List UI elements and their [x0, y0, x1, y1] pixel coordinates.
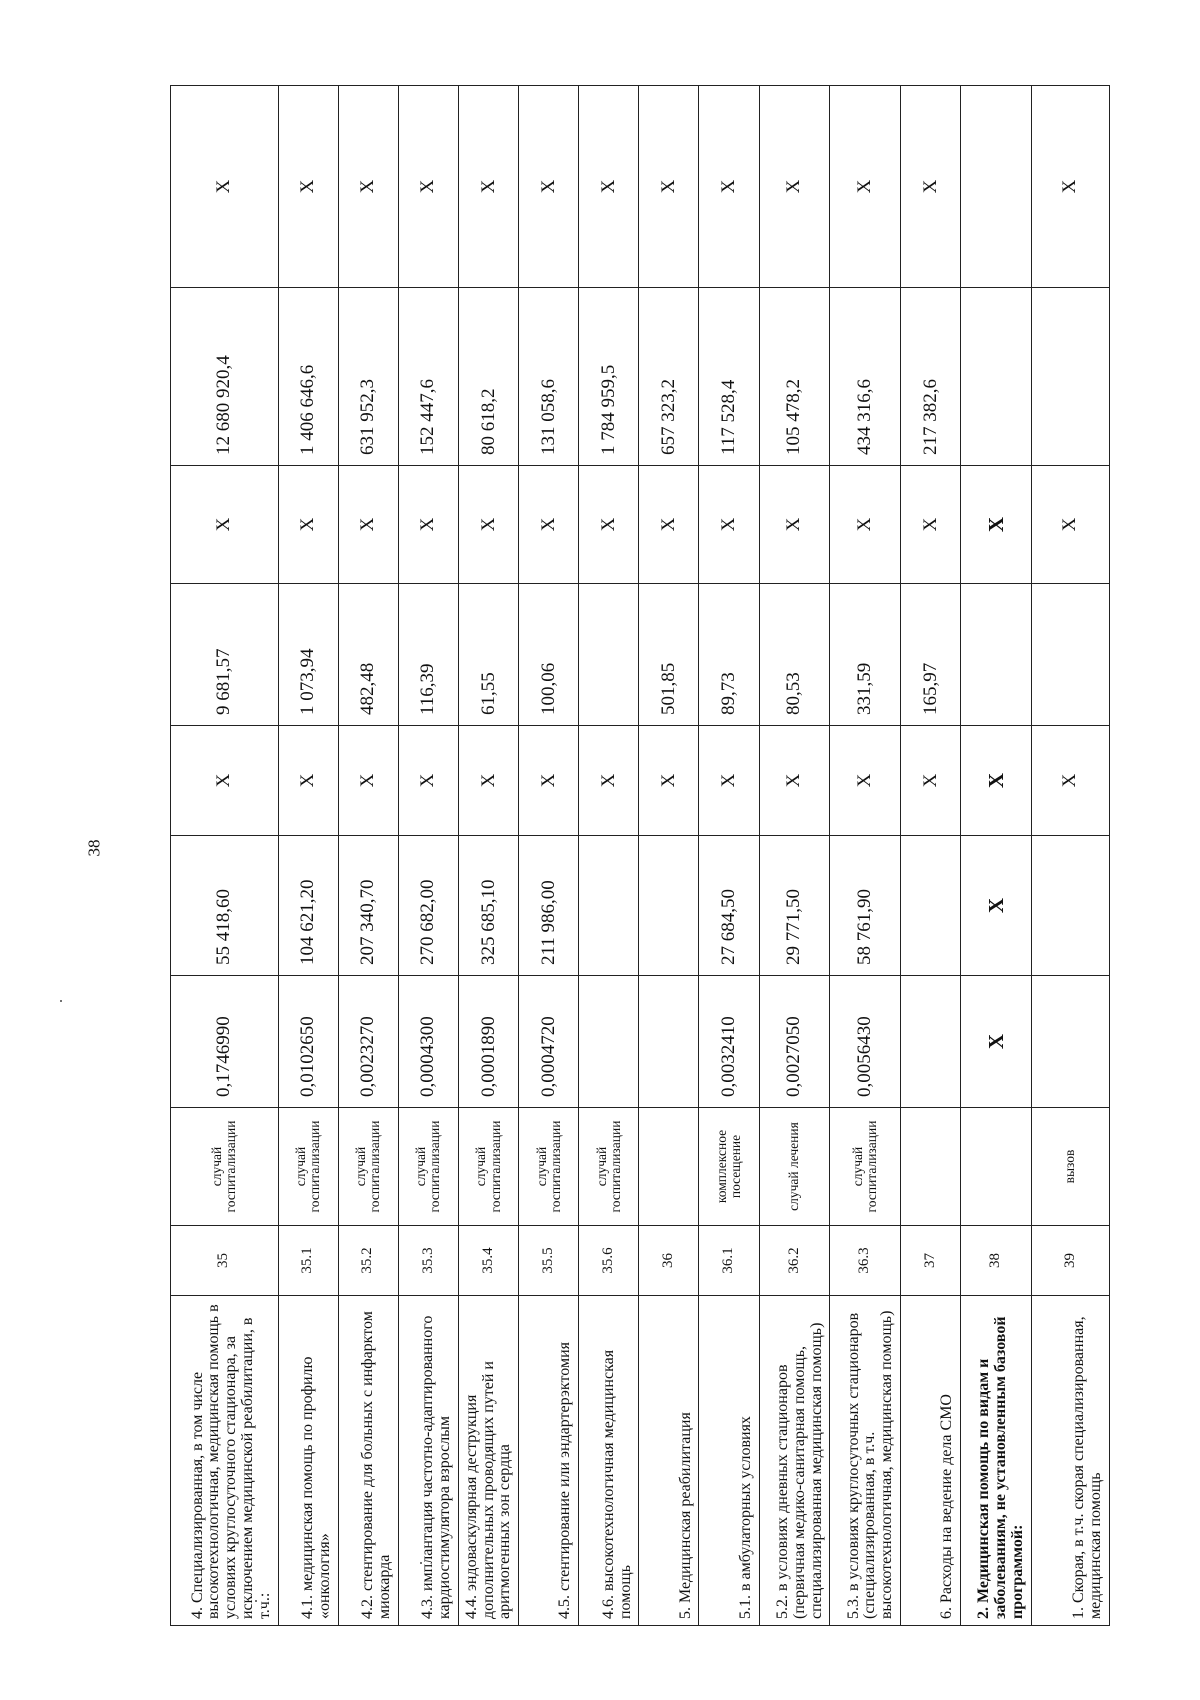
table-row: [171, 86, 279, 1626]
budget-cost-cell: X: [398, 466, 458, 584]
budget-per-capita-cell: X: [639, 726, 699, 836]
row-number-cell: 35.6: [579, 1226, 639, 1296]
budget-per-capita-cell: X: [699, 726, 759, 836]
unit-cell: вызов: [1031, 1108, 1109, 1226]
row-name-cell: 6. Расходы на ведение дела СМО: [900, 1296, 960, 1626]
oms-cost-cell: 1 784 959,5: [579, 288, 639, 466]
oms-cost-cell: 131 058,6: [519, 288, 579, 466]
unit-cell: случай госпитализации: [398, 1108, 458, 1226]
unit-cell: [639, 1108, 699, 1226]
share-cell: X: [458, 86, 518, 288]
table-row: [579, 86, 639, 1626]
oms-cost-cell: 434 316,6: [830, 288, 901, 466]
row-name-cell: 1. Скорая, в т.ч. скорая специализированная, медицинская помощь: [1031, 1296, 1109, 1626]
unit-cell: случай госпитализации: [830, 1108, 901, 1226]
cost-norm-cell: [639, 836, 699, 976]
share-cell: X: [900, 86, 960, 288]
unit-cell: комплексное посещение: [699, 1108, 759, 1226]
oms-cost-cell: 631 952,3: [338, 288, 398, 466]
row-name-cell: 4. Специализированная, в том числе высокотехнологичная, медицинская помощь в условиях круглосуточного стационара, за исключением медицинской реабилитации, в т.ч.:: [171, 1296, 279, 1626]
budget-cost-cell: X: [519, 466, 579, 584]
oms-per-capita-cell: 165,97: [900, 584, 960, 726]
row-number-cell: 35.5: [519, 1226, 579, 1296]
table-row: [759, 86, 830, 1626]
table-row: [1031, 86, 1109, 1626]
share-cell: X: [759, 86, 830, 288]
share-cell: X: [278, 86, 338, 288]
row-name-cell: 5. Медицинская реабилитация: [639, 1296, 699, 1626]
row-number-cell: 35: [171, 1226, 279, 1296]
cost-norm-cell: [900, 836, 960, 976]
volume-norm-cell: 0,0023270: [338, 976, 398, 1108]
table-row: [830, 86, 901, 1626]
budget-per-capita-cell: X: [961, 726, 1032, 836]
volume-norm-cell: [1031, 976, 1109, 1108]
volume-norm-cell: [900, 976, 960, 1108]
row-number-cell: 35.3: [398, 1226, 458, 1296]
budget-cost-cell: X: [1031, 466, 1109, 584]
row-name-cell: 5.2. в условиях дневных стационаров (первичная медико-санитарная помощь, специализированная медицинская помощь): [759, 1296, 830, 1626]
budget-per-capita-cell: X: [830, 726, 901, 836]
oms-cost-cell: 80 618,2: [458, 288, 518, 466]
oms-per-capita-cell: 501,85: [639, 584, 699, 726]
budget-per-capita-cell: X: [458, 726, 518, 836]
table-row: [398, 86, 458, 1626]
oms-per-capita-cell: 61,55: [458, 584, 518, 726]
budget-per-capita-cell: X: [759, 726, 830, 836]
row-name-cell: 5.3. в условиях круглосуточных стационаров (специализированная, в т.ч. высокотехнологичная, медицинская помощь): [830, 1296, 901, 1626]
budget-cost-cell: X: [639, 466, 699, 584]
share-cell: X: [1031, 86, 1109, 288]
oms-per-capita-cell: 89,73: [699, 584, 759, 726]
row-name-cell: 5.1. в амбулаторных условиях: [699, 1296, 759, 1626]
budget-per-capita-cell: X: [579, 726, 639, 836]
rotated-table-container: [170, 86, 1110, 1626]
volume-norm-cell: 0,0056430: [830, 976, 901, 1108]
cost-norm-cell: 27 684,50: [699, 836, 759, 976]
share-cell: X: [699, 86, 759, 288]
volume-norm-cell: 0,0004720: [519, 976, 579, 1108]
volume-norm-cell: 0,0032410: [699, 976, 759, 1108]
budget-cost-cell: X: [759, 466, 830, 584]
row-number-cell: 35.2: [338, 1226, 398, 1296]
oms-cost-cell: 105 478,2: [759, 288, 830, 466]
row-number-cell: 36.2: [759, 1226, 830, 1296]
unit-cell: случай госпитализации: [579, 1108, 639, 1226]
budget-per-capita-cell: X: [1031, 726, 1109, 836]
unit-cell: случай лечения: [759, 1108, 830, 1226]
budget-cost-cell: X: [830, 466, 901, 584]
volume-norm-cell: 0,0027050: [759, 976, 830, 1108]
budget-cost-cell: X: [961, 466, 1032, 584]
table-row: [338, 86, 398, 1626]
unit-cell: случай госпитализации: [338, 1108, 398, 1226]
cost-norm-cell: 29 771,50: [759, 836, 830, 976]
budget-per-capita-cell: X: [519, 726, 579, 836]
volume-norm-cell: 0,0102650: [278, 976, 338, 1108]
row-name-cell: 4.2. стентирование для больных с инфарктом миокарда: [338, 1296, 398, 1626]
volume-norm-cell: 0,1746990: [171, 976, 279, 1108]
table-row: [278, 86, 338, 1626]
oms-per-capita-cell: 80,53: [759, 584, 830, 726]
table-row: [458, 86, 518, 1626]
oms-per-capita-cell: 116,39: [398, 584, 458, 726]
unit-cell: случай госпитализации: [278, 1108, 338, 1226]
oms-cost-cell: 117 528,4: [699, 288, 759, 466]
unit-cell: [900, 1108, 960, 1226]
cost-norm-cell: 211 986,00: [519, 836, 579, 976]
row-number-cell: 35.4: [458, 1226, 518, 1296]
row-name-cell: 4.1. медицинская помощь по профилю «онкология»: [278, 1296, 338, 1626]
oms-cost-cell: 1 406 646,6: [278, 288, 338, 466]
budget-cost-cell: X: [458, 466, 518, 584]
volume-norm-cell: 0,0004300: [398, 976, 458, 1108]
unit-cell: [961, 1108, 1032, 1226]
budget-cost-cell: X: [900, 466, 960, 584]
cost-norm-cell: 325 685,10: [458, 836, 518, 976]
share-cell: X: [338, 86, 398, 288]
page-number: 38: [84, 839, 104, 857]
budget-per-capita-cell: X: [278, 726, 338, 836]
budget-per-capita-cell: X: [171, 726, 279, 836]
volume-norm-cell: [639, 976, 699, 1108]
unit-cell: случай госпитализации: [458, 1108, 518, 1226]
cost-norm-cell: 207 340,70: [338, 836, 398, 976]
oms-cost-cell: 217 382,6: [900, 288, 960, 466]
row-number-cell: 37: [900, 1226, 960, 1296]
budget-cost-cell: X: [171, 466, 279, 584]
data-table: [170, 85, 1110, 1626]
table-row: [699, 86, 759, 1626]
share-cell: X: [519, 86, 579, 288]
share-cell: X: [639, 86, 699, 288]
cost-norm-cell: 58 761,90: [830, 836, 901, 976]
row-number-cell: 35.1: [278, 1226, 338, 1296]
oms-per-capita-cell: 1 073,94: [278, 584, 338, 726]
oms-cost-cell: [961, 288, 1032, 466]
row-number-cell: 39: [1031, 1226, 1109, 1296]
oms-cost-cell: 657 323,2: [639, 288, 699, 466]
volume-norm-cell: 0,0001890: [458, 976, 518, 1108]
table-row: [900, 86, 960, 1626]
row-number-cell: 36.3: [830, 1226, 901, 1296]
row-number-cell: 36.1: [699, 1226, 759, 1296]
oms-per-capita-cell: [1031, 584, 1109, 726]
budget-cost-cell: X: [579, 466, 639, 584]
table-row: [639, 86, 699, 1626]
budget-cost-cell: X: [338, 466, 398, 584]
oms-per-capita-cell: 100,06: [519, 584, 579, 726]
budget-per-capita-cell: X: [338, 726, 398, 836]
table-row: [519, 86, 579, 1626]
row-name-cell: 4.4. эндоваскулярная деструкция дополнительных проводящих путей и аритмогенных зон сердца: [458, 1296, 518, 1626]
row-number-cell: 36: [639, 1226, 699, 1296]
table-row: [961, 86, 1032, 1626]
budget-cost-cell: X: [699, 466, 759, 584]
oms-per-capita-cell: 331,59: [830, 584, 901, 726]
oms-per-capita-cell: [961, 584, 1032, 726]
unit-cell: случай госпитализации: [519, 1108, 579, 1226]
row-name-cell: 4.5. стентирование или эндартерэктомия: [519, 1296, 579, 1626]
cost-norm-cell: [579, 836, 639, 976]
cost-norm-cell: X: [961, 836, 1032, 976]
budget-cost-cell: X: [278, 466, 338, 584]
row-name-cell: 2. Медицинская помощь по видам и заболеваниям, не установленным базовой программой:: [961, 1296, 1032, 1626]
oms-per-capita-cell: 482,48: [338, 584, 398, 726]
budget-per-capita-cell: X: [900, 726, 960, 836]
oms-cost-cell: 12 680 920,4: [171, 288, 279, 466]
cost-norm-cell: 270 682,00: [398, 836, 458, 976]
unit-cell: случай госпитализации: [171, 1108, 279, 1226]
volume-norm-cell: X: [961, 976, 1032, 1108]
oms-per-capita-cell: 9 681,57: [171, 584, 279, 726]
cost-norm-cell: [1031, 836, 1109, 976]
share-cell: X: [579, 86, 639, 288]
oms-per-capita-cell: [579, 584, 639, 726]
volume-norm-cell: [579, 976, 639, 1108]
share-cell: X: [171, 86, 279, 288]
oms-cost-cell: [1031, 288, 1109, 466]
row-name-cell: 4.3. имплантация частотно-адаптированного кардиостимулятора взрослым: [398, 1296, 458, 1626]
oms-cost-cell: 152 447,6: [398, 288, 458, 466]
budget-per-capita-cell: X: [398, 726, 458, 836]
share-cell: [961, 86, 1032, 288]
share-cell: X: [398, 86, 458, 288]
share-cell: X: [830, 86, 901, 288]
row-name-cell: 4.6. высокотехнологичная медицинская помощь: [579, 1296, 639, 1626]
cost-norm-cell: 55 418,60: [171, 836, 279, 976]
cost-norm-cell: 104 621,20: [278, 836, 338, 976]
row-number-cell: 38: [961, 1226, 1032, 1296]
